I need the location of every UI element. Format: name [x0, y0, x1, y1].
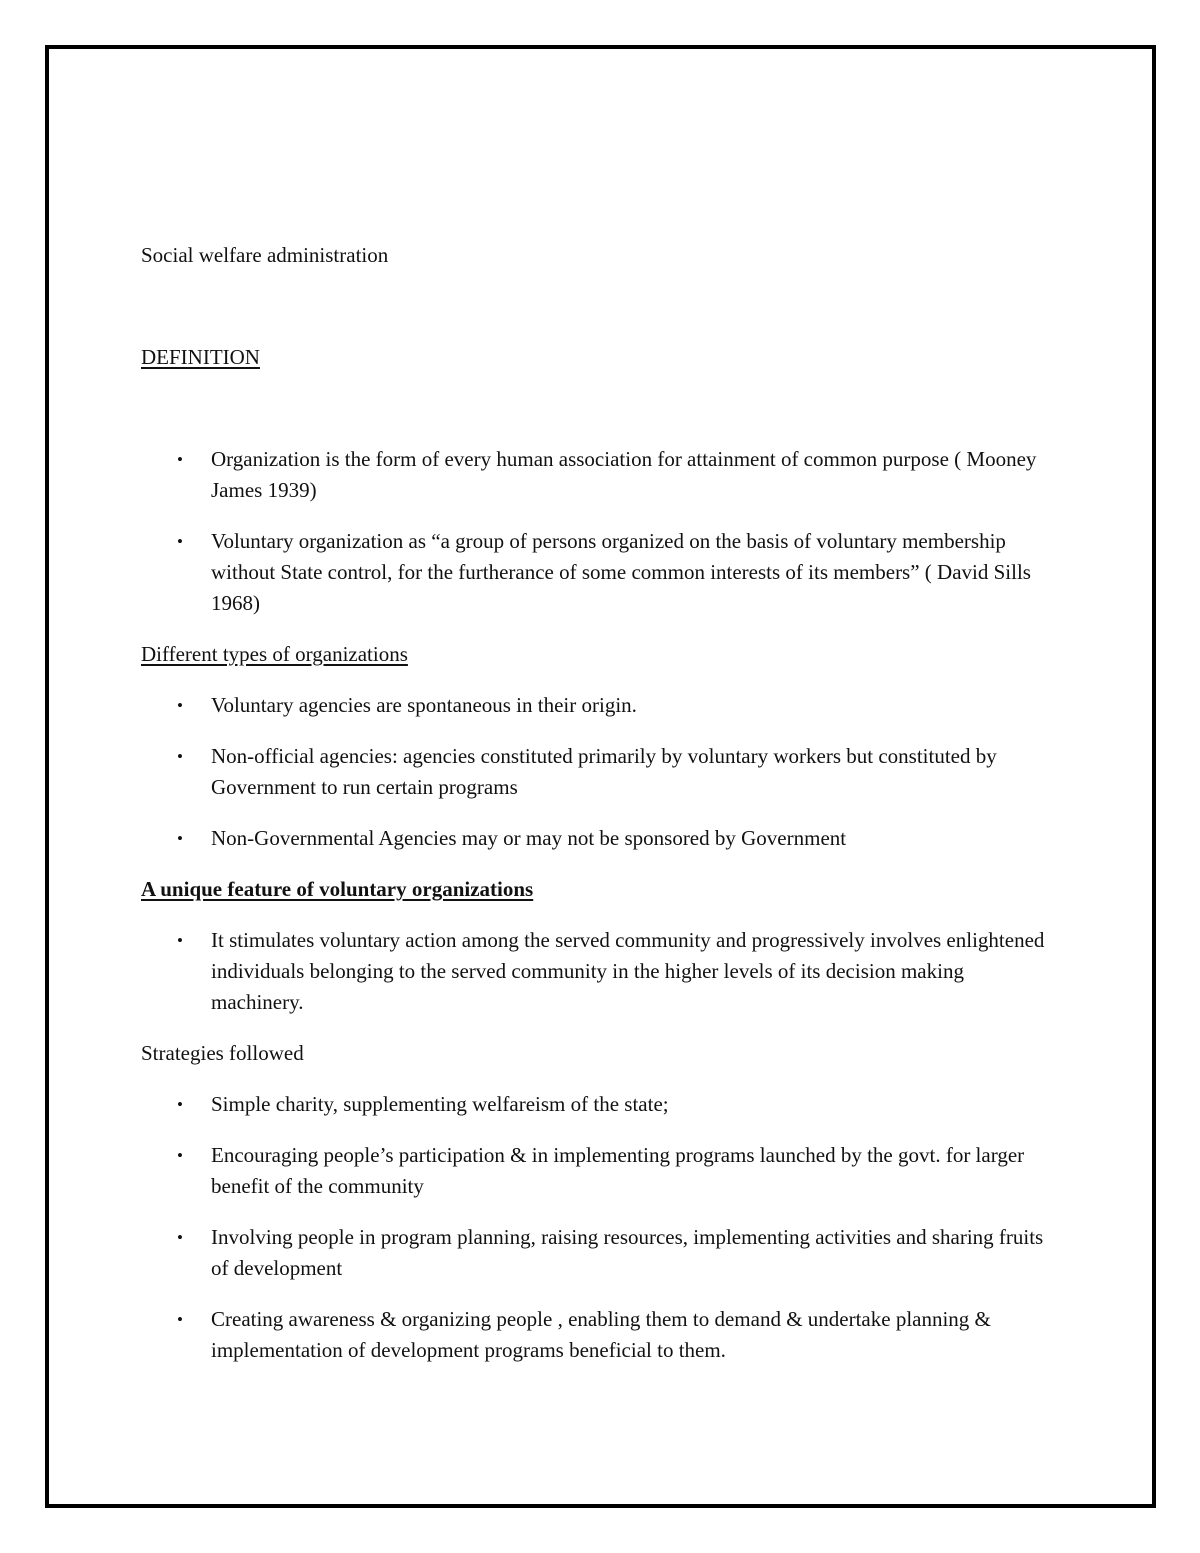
list-item — [141, 1304, 1051, 1366]
list-item — [141, 1140, 1051, 1202]
bullet-icon: • — [177, 1146, 183, 1165]
document-title: Social welfare administration — [141, 243, 389, 267]
bullet-icon: • — [177, 1095, 183, 1114]
bullet-icon: • — [177, 829, 183, 848]
bullet-icon: • — [177, 1228, 183, 1247]
types-list — [141, 690, 1051, 854]
list-item-text: Simple charity, supplementing welfareism of the state; — [211, 1092, 669, 1116]
heading-definition: DEFINITION — [141, 345, 260, 369]
list-item-text: Involving people in program planning, raising resources, implementing activities and sharing fruits of development — [211, 1225, 1044, 1280]
list-item-text: Encouraging people’s participation & in implementing programs launched by the govt. for larger benefit of the community — [211, 1143, 1025, 1198]
bullet-icon: • — [177, 532, 183, 551]
strategies-list — [141, 1089, 1051, 1366]
list-item-text: Organization is the form of every human association for attainment of common purpose ( Mooney James 1939) — [211, 447, 1037, 502]
list-item — [141, 526, 1051, 619]
heading-strategies: Strategies followed — [141, 1041, 304, 1065]
list-item — [141, 925, 1051, 1018]
document-body — [141, 240, 1051, 1386]
heading-different-types: Different types of organizations — [141, 642, 408, 666]
bullet-icon: • — [177, 747, 183, 766]
list-item-text: Voluntary agencies are spontaneous in their origin. — [211, 693, 637, 717]
definition-list — [141, 444, 1051, 619]
list-item-text: It stimulates voluntary action among the served community and progressively involves enlightened individuals belonging to the served community in the higher levels of its decision making machinery. — [211, 928, 1045, 1014]
bullet-icon: • — [177, 1310, 183, 1329]
list-item — [141, 444, 1051, 506]
list-item — [141, 1222, 1051, 1284]
list-item-text: Non-Governmental Agencies may or may not be sponsored by Government — [211, 826, 847, 850]
list-item-text: Voluntary organization as “a group of persons organized on the basis of voluntary membership without State control, for the furtherance of some common interests of its members” ( David Sills 1968) — [211, 529, 1031, 615]
bullet-icon: • — [177, 931, 183, 950]
bullet-icon: • — [177, 696, 183, 715]
list-item — [141, 823, 1051, 854]
unique-feature-list — [141, 925, 1051, 1018]
list-item-text: Non-official agencies: agencies constituted primarily by voluntary workers but constituted by Government to run certain programs — [211, 744, 997, 799]
list-item — [141, 741, 1051, 803]
heading-unique-feature: A unique feature of voluntary organizations — [141, 877, 534, 901]
list-item — [141, 690, 1051, 721]
list-item — [141, 1089, 1051, 1120]
list-item-text: Creating awareness & organizing people , enabling them to demand & undertake planning & implementation of development programs beneficial to them. — [211, 1307, 991, 1362]
bullet-icon: • — [177, 450, 183, 469]
